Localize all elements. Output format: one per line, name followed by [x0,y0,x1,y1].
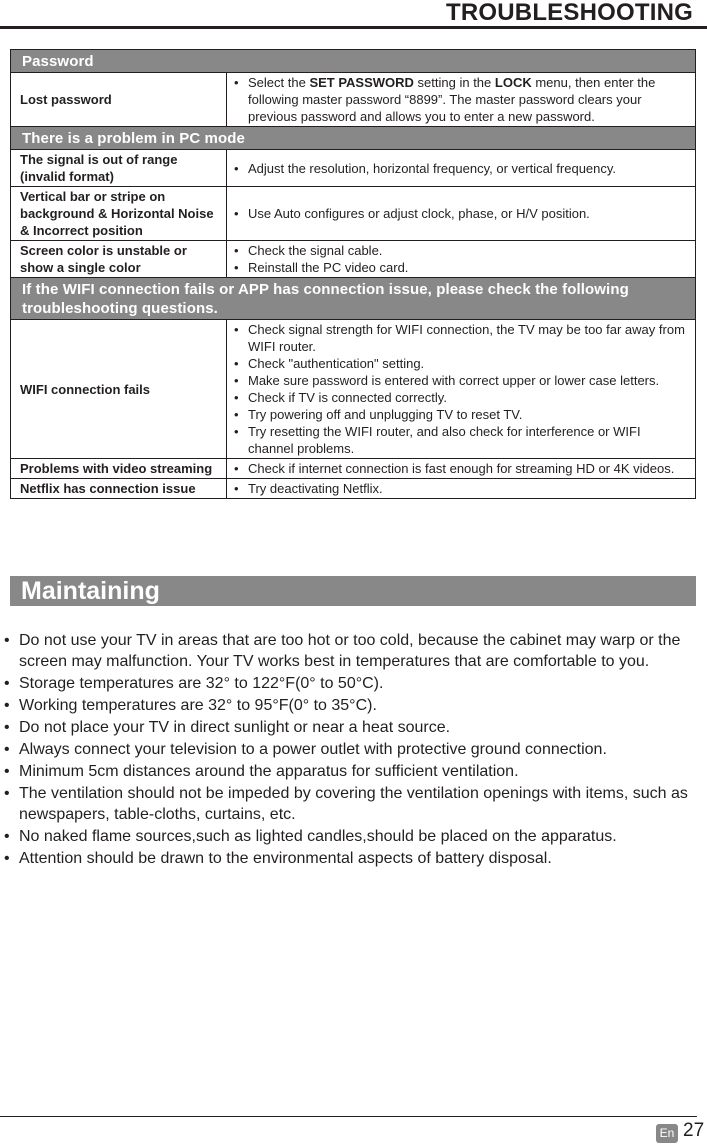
solution-cell [227,187,696,241]
text-run: Select the [248,75,310,90]
section-header-row [11,127,696,150]
section-title: If the WIFI connection fails or APP has connection issue, please check the following troubleshooting questions. [11,278,696,320]
table-row [11,479,696,499]
table-row [11,241,696,278]
footer-rule [0,1116,697,1117]
list-item: • Do not use your TV in areas that are too hot or too cold, because the cabinet may warp or the screen may malfunction. Your TV works best in temperatures that are comfortable to you. [0,630,697,672]
troubleshooting-table [10,49,696,499]
solution-cell [227,320,696,459]
solution-item: • Make sure password is entered with correct upper or lower case letters. [234,372,687,389]
problem-cell: Lost password [11,73,227,127]
problem-cell: The signal is out of range (invalid format) [11,150,227,187]
table-row [11,459,696,479]
solution-item: • Check signal strength for WIFI connection, the TV may be too far away from WIFI router. [234,321,687,355]
solution-item: • Try deactivating Netflix. [234,480,687,497]
text-run: menu, then enter the following master password “8899”. The master password clears your previous password and allows you to enter a new password. [248,75,656,124]
section-title: Password [11,50,696,73]
solution-cell [227,150,696,187]
solution-item: • Adjust the resolution, horizontal frequency, or vertical frequency. [234,160,687,177]
language-badge: En [656,1124,678,1143]
page-title: TROUBLESHOOTING [446,0,693,26]
list-item: • The ventilation should not be impeded by covering the ventilation openings with items, such as newspapers, table-cloths, curtains, etc. [0,783,697,825]
solution-item: • Check "authentication" setting. [234,355,687,372]
solution-item: • Check if TV is connected correctly. [234,389,687,406]
page-number: 27 [683,1120,705,1141]
section-title: There is a problem in PC mode [11,127,696,150]
list-item: • Attention should be drawn to the environmental aspects of battery disposal. [0,848,697,869]
solution-item: • Check if internet connection is fast enough for streaming HD or 4K videos. [234,460,687,477]
list-item: • Always connect your television to a power outlet with protective ground connection. [0,739,697,760]
solution-item: • Reinstall the PC video card. [234,259,687,276]
text-run: setting in the [413,75,495,90]
emphasized-term: SET PASSWORD [309,75,414,90]
solution-item: • Try resetting the WIFI router, and also check for interference or WIFI channel problems. [234,423,687,457]
section-header-row [11,278,696,320]
list-item: • Minimum 5cm distances around the apparatus for sufficient ventilation. [0,761,697,782]
problem-cell: Screen color is unstable or show a single color [11,241,227,278]
list-item: • No naked flame sources,such as lighted candles,should be placed on the apparatus. [0,826,697,847]
solution-item: • Try powering off and unplugging TV to reset TV. [234,406,687,423]
solution-item: • Check the signal cable. [234,242,687,259]
solution-cell [227,479,696,499]
list-item: • Storage temperatures are 32° to 122°F(0° to 50°C). [0,673,697,694]
solution-cell [227,241,696,278]
solution-item [234,74,687,125]
problem-cell: WIFI connection fails [11,320,227,459]
maintaining-list [0,630,697,870]
table-row [11,150,696,187]
maintaining-heading: Maintaining [10,576,696,606]
problem-cell: Vertical bar or stripe on background & Horizontal Noise & Incorrect position [11,187,227,241]
problem-cell: Problems with video streaming [11,459,227,479]
problem-cell: Netflix has connection issue [11,479,227,499]
header-rule [0,26,707,29]
table-row [11,73,696,127]
list-item: • Do not place your TV in direct sunlight or near a heat source. [0,717,697,738]
table-row [11,320,696,459]
list-item: • Working temperatures are 32° to 95°F(0° to 35°C). [0,695,697,716]
section-header-row [11,50,696,73]
solution-cell [227,459,696,479]
solution-cell [227,73,696,127]
solution-item: • Use Auto configures or adjust clock, phase, or H/V position. [234,205,687,222]
emphasized-term: LOCK [494,75,532,90]
table-row [11,187,696,241]
